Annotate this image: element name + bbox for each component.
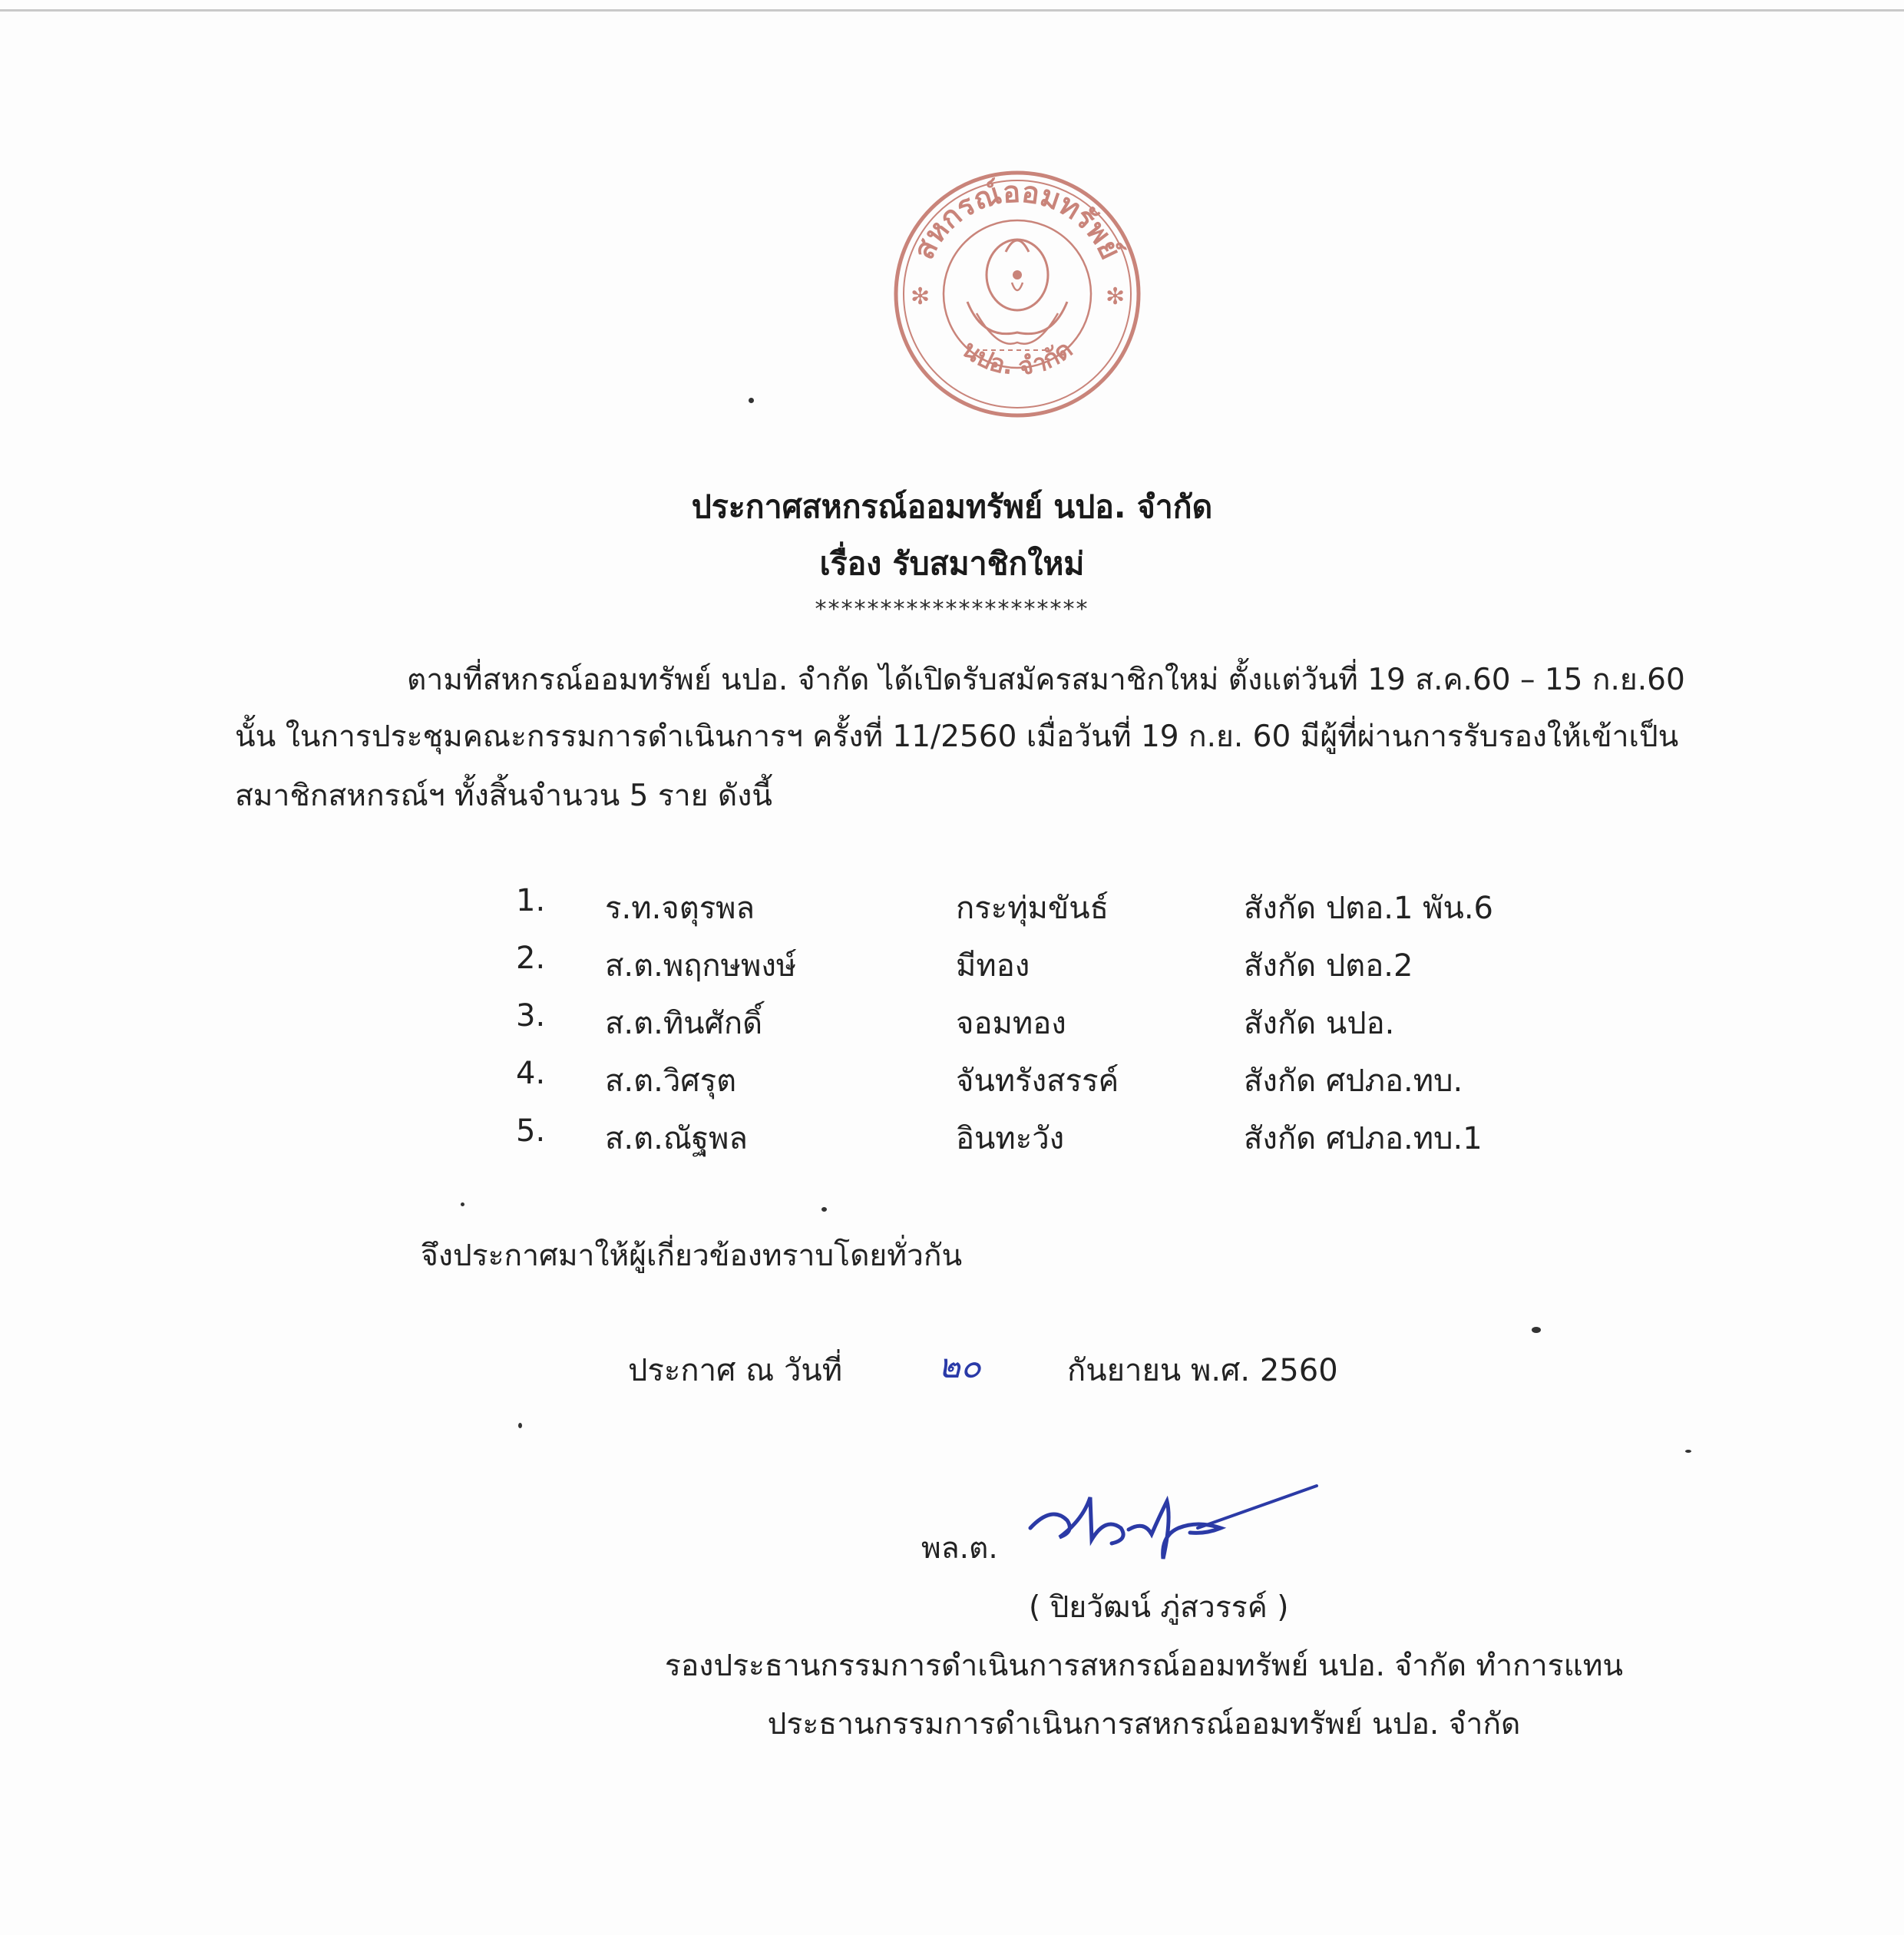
member-first-name: ส.ต.ทินศักดิ์: [605, 1006, 763, 1041]
signatory-title-line-1: รองประธานกรรมการดำเนินการสหกรณ์ออมทรัพย์ นปอ. จำกัด ทำการแทน: [664, 1649, 1624, 1683]
svg-text:✻: ✻: [1106, 283, 1126, 310]
svg-text:นปอ. จำกัด: นปอ. จำกัด: [957, 334, 1078, 382]
signatory-title-line-2: ประธานกรรมการดำเนินการสหกรณ์ออมทรัพย์ นปอ. จำกัด: [767, 1707, 1521, 1742]
member-first-name: ส.ต.วิศรุต: [605, 1063, 737, 1099]
member-number: 4.: [516, 1056, 546, 1091]
member-last-name: กระทุ่มขันธ์: [956, 891, 1109, 926]
scan-speck: [518, 1423, 522, 1428]
date-prefix: ประกาศ ณ วันที่: [628, 1353, 843, 1388]
scan-speck: [1685, 1450, 1691, 1453]
body-line-3: สมาชิกสหกรณ์ฯ ทั้งสิ้นจำนวน 5 ราย ดังนี้: [235, 779, 772, 813]
heading-divider: *********************: [815, 596, 1089, 623]
member-unit: สังกัด ปตอ.1 พัน.6: [1244, 891, 1493, 926]
member-number: 3.: [516, 998, 546, 1034]
member-unit: สังกัด นปอ.: [1244, 1006, 1395, 1041]
announcement-subject: เรื่อง รับสมาชิกใหม่: [819, 545, 1085, 582]
member-last-name: อินทะวัง: [956, 1121, 1065, 1156]
scan-speck: [821, 1207, 827, 1212]
member-number: 2.: [516, 941, 546, 976]
scan-speck: [1532, 1327, 1541, 1333]
member-unit: สังกัด ศปภอ.ทบ.1: [1244, 1121, 1483, 1156]
member-number: 5.: [516, 1113, 546, 1149]
signatory-rank: พล.ต.: [921, 1531, 998, 1566]
handwritten-signature: [1021, 1474, 1328, 1582]
member-unit: สังกัด ศปภอ.ทบ.: [1244, 1063, 1463, 1099]
member-number: 1.: [516, 883, 546, 918]
date-day-handwritten: ๒๐: [938, 1347, 981, 1386]
date-month-year: กันยายน พ.ศ. 2560: [1067, 1353, 1338, 1388]
scan-speck: [749, 398, 754, 403]
member-unit: สังกัด ปตอ.2: [1244, 948, 1413, 984]
signatory-name: ( ปิยวัฒน์ ภู่สวรรค์ ): [1029, 1590, 1289, 1625]
member-first-name: ส.ต.ณัฐพล: [605, 1121, 748, 1156]
svg-text:✻: ✻: [911, 283, 931, 310]
member-last-name: มีทอง: [956, 948, 1030, 984]
closing-statement: จึงประกาศมาให้ผู้เกี่ยวข้องทราบโดยทั่วกัน: [421, 1239, 963, 1273]
member-row: [0, 1113, 1904, 1167]
member-row: [0, 883, 1904, 937]
body-line-2: นั้น ในการประชุมคณะกรรมการดำเนินการฯ ครั้งที่ 11/2560 เมื่อวันที่ 19 ก.ย. 60 มีผู้ที่ผ่านการรับรองให้เข้าเป็น: [235, 719, 1679, 754]
member-last-name: จันทรังสรรค์: [956, 1063, 1119, 1099]
svg-text:สหกรณ์ออมทรัพย์: สหกรณ์ออมทรัพย์: [906, 174, 1129, 265]
scan-speck: [461, 1202, 464, 1206]
cooperative-seal-logo: [891, 167, 1144, 421]
body-line-1: ตามที่สหกรณ์ออมทรัพย์ นปอ. จำกัด ได้เปิดรับสมัครสมาชิกใหม่ ตั้งแต่วันที่ 19 ส.ค.60 – 15 ก.ย.60: [407, 663, 1685, 697]
member-row: [0, 998, 1904, 1052]
member-row: [0, 941, 1904, 994]
scan-edge: [0, 9, 1904, 12]
announcement-title: ประกาศสหกรณ์ออมทรัพย์ นปอ. จำกัด: [691, 488, 1213, 525]
member-row: [0, 1056, 1904, 1110]
member-first-name: ส.ต.พฤกษพงษ์: [605, 948, 797, 984]
member-last-name: จอมทอง: [956, 1006, 1066, 1041]
member-first-name: ร.ท.จตุรพล: [605, 891, 755, 926]
